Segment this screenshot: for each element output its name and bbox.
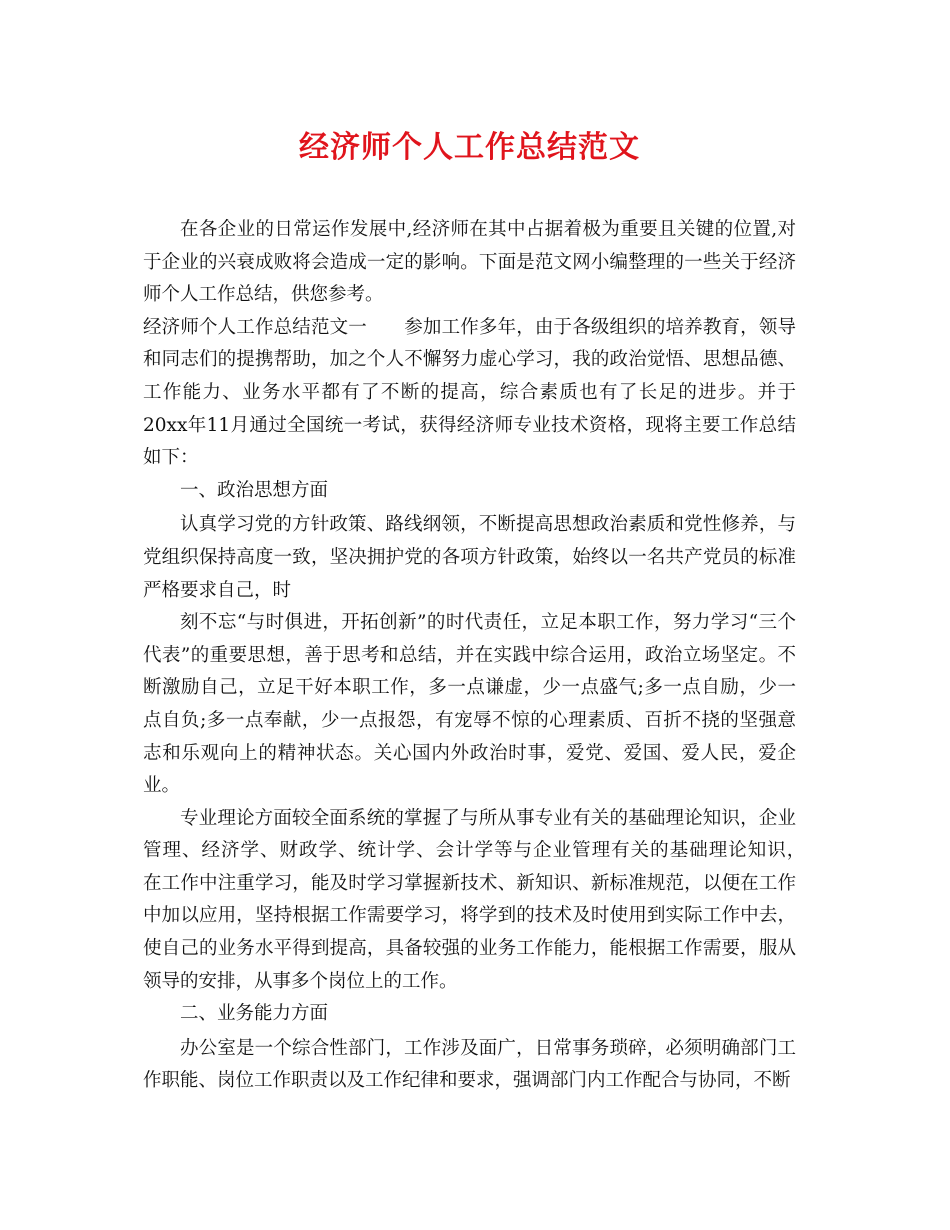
section-heading-business: 二、业务能力方面	[180, 1003, 329, 1025]
body-paragraph: 经济师个人工作总结范文一 参加工作多年，由于各级组织的培养教育，领导和同志们的提携帮助，加之个人不懈努力虚心学习，我的政治觉悟、思想品德、工作能力、业务水平都有了不断的提高，综合素质也有了长足的进步。并于20xx年11月通过全国统一考试，获得经济师专业技术资格，现将主要工作总结如下：	[143, 316, 796, 469]
intro-paragraph: 在各企业的日常运作发展中,经济师在其中占据着极为重要且关键的位置,对于企业的兴衰成败将会造成一定的影响。下面是范文网小编整理的一些关于经济师个人工作总结，供您参考。	[143, 219, 796, 306]
section-heading-political: 一、政治思想方面	[180, 479, 329, 501]
document-title: 经济师个人工作总结范文	[299, 130, 640, 165]
body-paragraph: 刻不忘“与时俱进，开拓创新”的时代责任，立足本职工作，努力学习“三个代表”的重要思想，善于思考和总结，并在实践中综合运用，政治立场坚定。不断激励自己，立足干好本职工作，多一点谦虚，少一点盛气;多一点自励，少一点自负;多一点奉献，少一点报怨，有宠辱不惊的心理素质、百折不挠的坚强意志和乐观向上的精神状态。关心国内外政治时事，爱党、爱国、爱人民，爱企业。	[143, 612, 796, 797]
body-paragraph: 专业理论方面较全面系统的掌握了与所从事专业有关的基础理论知识，企业管理、经济学、财政学、统计学、会计学等与企业管理有关的基础理论知识， 在工作中注重学习，能及时学习掌握新技术、新知识、新标准规范，以便在工作中加以应用，坚持根据工作需要学习，将学到的技术及时使用到实际工作中去，使自己的业务水平得到提高，具备较强的业务工作能力，能根据工作需要，服从领导的安排，从事多个岗位上的工作。	[143, 807, 815, 992]
document-body	[143, 214, 815, 1098]
body-paragraph: 办公室是一个综合性部门，工作涉及面广，日常事务琐碎，必须明确部门工作职能、岗位工作职责以及工作纪律和要求，强调部门内工作配合与协同，不断	[143, 1037, 796, 1092]
body-paragraph: 认真学习党的方针政策、路线纲领，不断提高思想政治素质和党性修养，与党组织保持高度一致，坚决拥护党的各项方针政策，始终以一名共产党员的标准严格要求自己，时	[143, 514, 796, 601]
